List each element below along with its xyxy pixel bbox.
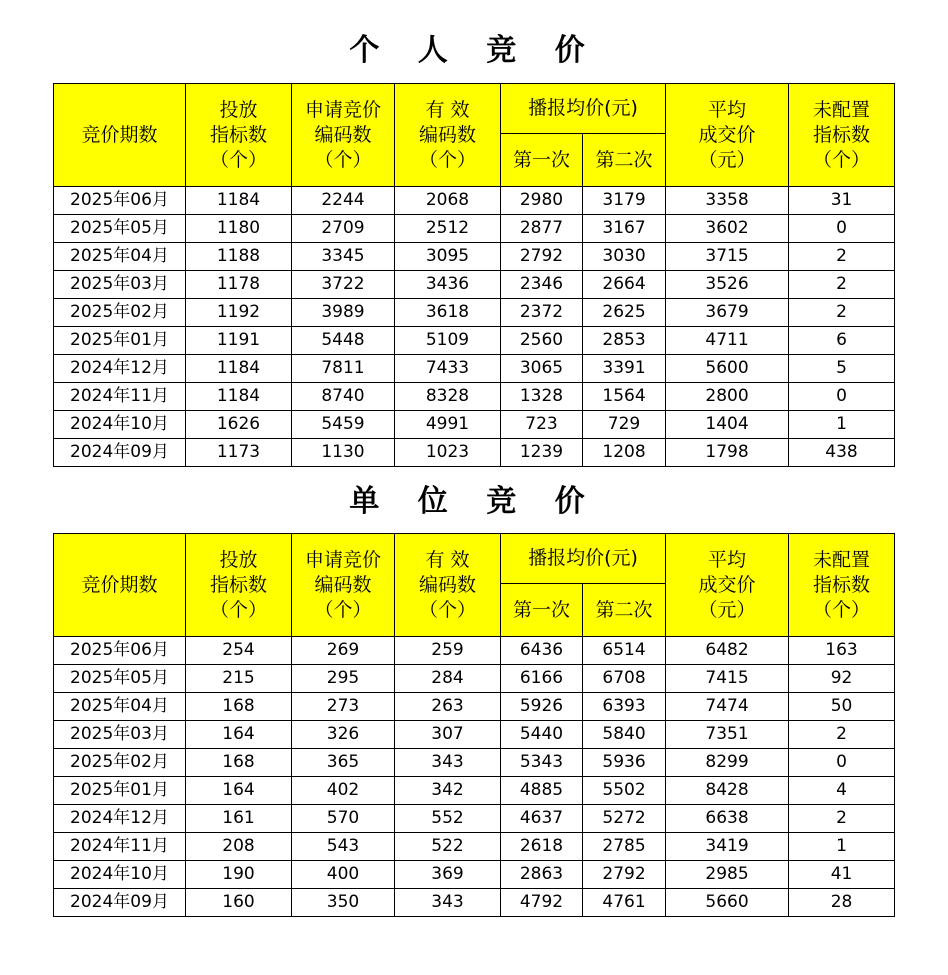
cell-second: 2792 xyxy=(583,861,666,889)
cell-apply: 3989 xyxy=(292,299,395,327)
cell-valid: 4991 xyxy=(395,411,501,439)
cell-second: 4761 xyxy=(583,889,666,917)
cell-period: 2024年11月 xyxy=(54,833,186,861)
cell-quota: 160 xyxy=(186,889,292,917)
cell-period: 2024年09月 xyxy=(54,439,186,467)
table-row xyxy=(54,693,895,721)
cell-avg: 5600 xyxy=(666,355,789,383)
cell-apply: 269 xyxy=(292,637,395,665)
table-row xyxy=(54,383,895,411)
cell-quota: 1626 xyxy=(186,411,292,439)
table-row xyxy=(54,805,895,833)
personal-bidding-title: 个 人 竞 价 xyxy=(349,33,599,68)
cell-quota: 164 xyxy=(186,721,292,749)
cell-avg: 1798 xyxy=(666,439,789,467)
cell-first: 2346 xyxy=(501,271,583,299)
cell-first: 3065 xyxy=(501,355,583,383)
table-row xyxy=(54,637,895,665)
cell-quota: 1192 xyxy=(186,299,292,327)
cell-second: 2664 xyxy=(583,271,666,299)
cell-first: 2618 xyxy=(501,833,583,861)
header-apply-codes: 申请竞价 编码数 （个） xyxy=(292,84,395,187)
table-row xyxy=(54,889,895,917)
cell-period: 2025年02月 xyxy=(54,299,186,327)
cell-period: 2025年05月 xyxy=(54,665,186,693)
header-quota: 投放 指标数 （个） xyxy=(186,84,292,187)
cell-first: 5440 xyxy=(501,721,583,749)
cell-avg: 3715 xyxy=(666,243,789,271)
cell-quota: 164 xyxy=(186,777,292,805)
cell-first: 1328 xyxy=(501,383,583,411)
table-header xyxy=(54,84,895,187)
cell-second: 5272 xyxy=(583,805,666,833)
cell-valid: 259 xyxy=(395,637,501,665)
table-row xyxy=(54,215,895,243)
header-quota: 投放 指标数 （个） xyxy=(186,534,292,637)
cell-avg: 8299 xyxy=(666,749,789,777)
cell-apply: 2244 xyxy=(292,187,395,215)
table-row xyxy=(54,411,895,439)
cell-unalloc: 4 xyxy=(789,777,895,805)
cell-valid: 342 xyxy=(395,777,501,805)
header-second-report: 第二次 xyxy=(583,584,666,637)
header-first-report: 第一次 xyxy=(501,584,583,637)
cell-valid: 3618 xyxy=(395,299,501,327)
cell-unalloc: 1 xyxy=(789,833,895,861)
cell-period: 2025年03月 xyxy=(54,271,186,299)
cell-quota: 1184 xyxy=(186,187,292,215)
cell-first: 5926 xyxy=(501,693,583,721)
cell-apply: 5448 xyxy=(292,327,395,355)
cell-avg: 2800 xyxy=(666,383,789,411)
cell-valid: 8328 xyxy=(395,383,501,411)
header-valid-codes: 有 效 编码数 （个） xyxy=(395,534,501,637)
header-apply-codes: 申请竞价 编码数 （个） xyxy=(292,534,395,637)
header-valid-codes: 有 效 编码数 （个） xyxy=(395,84,501,187)
table-row xyxy=(54,833,895,861)
cell-second: 5840 xyxy=(583,721,666,749)
cell-quota: 215 xyxy=(186,665,292,693)
cell-quota: 190 xyxy=(186,861,292,889)
header-period: 竞价期数 xyxy=(54,84,186,187)
cell-avg: 6482 xyxy=(666,637,789,665)
cell-avg: 4711 xyxy=(666,327,789,355)
cell-quota: 1191 xyxy=(186,327,292,355)
cell-unalloc: 0 xyxy=(789,215,895,243)
header-period: 竞价期数 xyxy=(54,534,186,637)
cell-second: 3030 xyxy=(583,243,666,271)
table-row xyxy=(54,271,895,299)
cell-apply: 8740 xyxy=(292,383,395,411)
cell-second: 2625 xyxy=(583,299,666,327)
cell-first: 2372 xyxy=(501,299,583,327)
cell-quota: 1188 xyxy=(186,243,292,271)
table-row xyxy=(54,299,895,327)
cell-second: 6708 xyxy=(583,665,666,693)
cell-valid: 5109 xyxy=(395,327,501,355)
cell-period: 2025年06月 xyxy=(54,187,186,215)
cell-period: 2024年10月 xyxy=(54,861,186,889)
cell-valid: 2068 xyxy=(395,187,501,215)
cell-period: 2025年05月 xyxy=(54,215,186,243)
header-avg-deal-price: 平均 成交价 （元） xyxy=(666,534,789,637)
cell-period: 2025年06月 xyxy=(54,637,186,665)
cell-quota: 168 xyxy=(186,749,292,777)
cell-first: 2877 xyxy=(501,215,583,243)
cell-valid: 2512 xyxy=(395,215,501,243)
cell-first: 2863 xyxy=(501,861,583,889)
cell-first: 6166 xyxy=(501,665,583,693)
cell-avg: 3679 xyxy=(666,299,789,327)
table-row xyxy=(54,355,895,383)
cell-quota: 208 xyxy=(186,833,292,861)
cell-unalloc: 2 xyxy=(789,299,895,327)
cell-first: 5343 xyxy=(501,749,583,777)
cell-avg: 6638 xyxy=(666,805,789,833)
personal-bidding-table xyxy=(53,83,895,467)
cell-period: 2024年12月 xyxy=(54,805,186,833)
cell-unalloc: 0 xyxy=(789,749,895,777)
cell-period: 2024年12月 xyxy=(54,355,186,383)
cell-first: 4637 xyxy=(501,805,583,833)
cell-quota: 161 xyxy=(186,805,292,833)
cell-unalloc: 438 xyxy=(789,439,895,467)
cell-avg: 3419 xyxy=(666,833,789,861)
cell-avg: 7351 xyxy=(666,721,789,749)
cell-valid: 1023 xyxy=(395,439,501,467)
table-row xyxy=(54,749,895,777)
cell-unalloc: 5 xyxy=(789,355,895,383)
cell-avg: 5660 xyxy=(666,889,789,917)
cell-avg: 7474 xyxy=(666,693,789,721)
cell-first: 2560 xyxy=(501,327,583,355)
table-row xyxy=(54,777,895,805)
cell-apply: 402 xyxy=(292,777,395,805)
cell-unalloc: 28 xyxy=(789,889,895,917)
cell-period: 2025年04月 xyxy=(54,243,186,271)
cell-avg: 8428 xyxy=(666,777,789,805)
unit-bidding-table xyxy=(53,533,895,917)
unit-bidding-title: 单 位 竞 价 xyxy=(349,484,599,519)
cell-second: 5936 xyxy=(583,749,666,777)
cell-apply: 5459 xyxy=(292,411,395,439)
cell-unalloc: 31 xyxy=(789,187,895,215)
cell-quota: 1184 xyxy=(186,383,292,411)
cell-period: 2025年01月 xyxy=(54,327,186,355)
cell-valid: 3436 xyxy=(395,271,501,299)
cell-unalloc: 163 xyxy=(789,637,895,665)
cell-apply: 3345 xyxy=(292,243,395,271)
cell-apply: 365 xyxy=(292,749,395,777)
cell-unalloc: 6 xyxy=(789,327,895,355)
cell-unalloc: 2 xyxy=(789,805,895,833)
cell-quota: 254 xyxy=(186,637,292,665)
table-row xyxy=(54,243,895,271)
cell-apply: 295 xyxy=(292,665,395,693)
cell-unalloc: 50 xyxy=(789,693,895,721)
cell-second: 1564 xyxy=(583,383,666,411)
cell-apply: 273 xyxy=(292,693,395,721)
cell-apply: 2709 xyxy=(292,215,395,243)
cell-unalloc: 0 xyxy=(789,383,895,411)
header-avg-deal-price: 平均 成交价 （元） xyxy=(666,84,789,187)
cell-valid: 343 xyxy=(395,749,501,777)
cell-valid: 284 xyxy=(395,665,501,693)
cell-quota: 168 xyxy=(186,693,292,721)
cell-quota: 1180 xyxy=(186,215,292,243)
table-row xyxy=(54,861,895,889)
table-row xyxy=(54,439,895,467)
cell-quota: 1173 xyxy=(186,439,292,467)
table-row xyxy=(54,721,895,749)
cell-valid: 307 xyxy=(395,721,501,749)
cell-period: 2025年02月 xyxy=(54,749,186,777)
cell-second: 2853 xyxy=(583,327,666,355)
header-reported-avg-price: 播报均价(元) xyxy=(501,84,666,134)
cell-quota: 1178 xyxy=(186,271,292,299)
header-reported-avg-price: 播报均价(元) xyxy=(501,534,666,584)
cell-apply: 570 xyxy=(292,805,395,833)
cell-first: 2792 xyxy=(501,243,583,271)
cell-second: 2785 xyxy=(583,833,666,861)
cell-second: 1208 xyxy=(583,439,666,467)
table-body xyxy=(54,187,895,467)
cell-avg: 7415 xyxy=(666,665,789,693)
cell-second: 3167 xyxy=(583,215,666,243)
cell-valid: 552 xyxy=(395,805,501,833)
table-row xyxy=(54,327,895,355)
cell-unalloc: 92 xyxy=(789,665,895,693)
cell-second: 6393 xyxy=(583,693,666,721)
cell-apply: 400 xyxy=(292,861,395,889)
cell-unalloc: 2 xyxy=(789,271,895,299)
cell-period: 2024年10月 xyxy=(54,411,186,439)
cell-apply: 350 xyxy=(292,889,395,917)
cell-valid: 369 xyxy=(395,861,501,889)
cell-period: 2024年11月 xyxy=(54,383,186,411)
cell-period: 2024年09月 xyxy=(54,889,186,917)
cell-avg: 3358 xyxy=(666,187,789,215)
cell-apply: 7811 xyxy=(292,355,395,383)
cell-period: 2025年04月 xyxy=(54,693,186,721)
cell-apply: 3722 xyxy=(292,271,395,299)
cell-second: 729 xyxy=(583,411,666,439)
cell-second: 5502 xyxy=(583,777,666,805)
cell-period: 2025年01月 xyxy=(54,777,186,805)
cell-second: 3179 xyxy=(583,187,666,215)
cell-second: 6514 xyxy=(583,637,666,665)
cell-avg: 2985 xyxy=(666,861,789,889)
cell-second: 3391 xyxy=(583,355,666,383)
cell-first: 2980 xyxy=(501,187,583,215)
cell-unalloc: 41 xyxy=(789,861,895,889)
cell-apply: 326 xyxy=(292,721,395,749)
cell-quota: 1184 xyxy=(186,355,292,383)
cell-valid: 3095 xyxy=(395,243,501,271)
cell-apply: 1130 xyxy=(292,439,395,467)
table-row xyxy=(54,665,895,693)
cell-valid: 263 xyxy=(395,693,501,721)
cell-avg: 1404 xyxy=(666,411,789,439)
cell-unalloc: 1 xyxy=(789,411,895,439)
cell-valid: 7433 xyxy=(395,355,501,383)
cell-valid: 343 xyxy=(395,889,501,917)
header-unallocated-quota: 未配置 指标数 （个） xyxy=(789,84,895,187)
header-second-report: 第二次 xyxy=(583,134,666,187)
cell-first: 6436 xyxy=(501,637,583,665)
cell-first: 4885 xyxy=(501,777,583,805)
table-row xyxy=(54,187,895,215)
cell-avg: 3526 xyxy=(666,271,789,299)
cell-first: 4792 xyxy=(501,889,583,917)
cell-avg: 3602 xyxy=(666,215,789,243)
header-unallocated-quota: 未配置 指标数 （个） xyxy=(789,534,895,637)
cell-first: 1239 xyxy=(501,439,583,467)
table-header xyxy=(54,534,895,637)
cell-apply: 543 xyxy=(292,833,395,861)
cell-unalloc: 2 xyxy=(789,721,895,749)
table-body xyxy=(54,637,895,917)
cell-valid: 522 xyxy=(395,833,501,861)
header-first-report: 第一次 xyxy=(501,134,583,187)
cell-unalloc: 2 xyxy=(789,243,895,271)
cell-first: 723 xyxy=(501,411,583,439)
cell-period: 2025年03月 xyxy=(54,721,186,749)
